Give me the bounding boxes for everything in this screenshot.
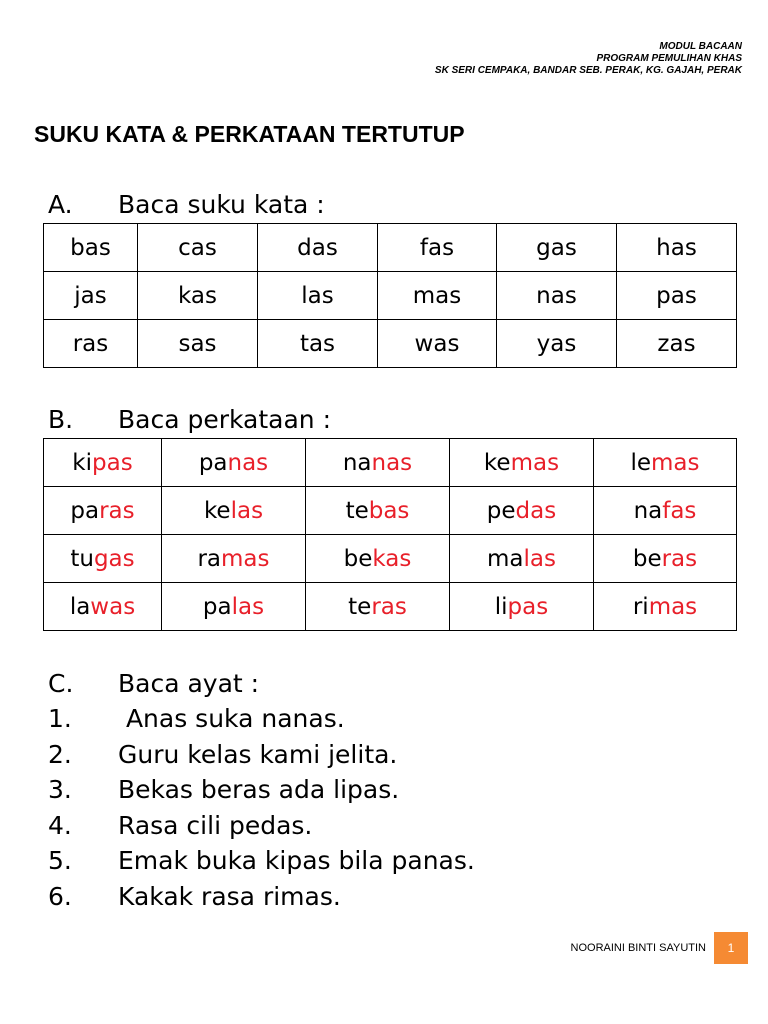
word-cell — [44, 583, 162, 631]
word-cell — [594, 487, 737, 535]
sentence-item — [48, 843, 475, 879]
word-row — [44, 487, 737, 535]
syllable-cell: sas — [138, 320, 258, 368]
word-prefix: ri — [632, 593, 649, 620]
syllable-cell: bas — [44, 224, 138, 272]
document-header — [435, 41, 742, 77]
header-line-program: PROGRAM PEMULIHAN KHAS — [596, 53, 742, 64]
sentence-item — [48, 737, 475, 773]
section-b-label: B. — [48, 405, 74, 434]
word-row — [44, 535, 737, 583]
sentence-number: 6. — [48, 881, 72, 911]
word-prefix: le — [630, 449, 652, 476]
header-line-school: SK SERI CEMPAKA, BANDAR SEB. PERAK, KG. GAJAH, PERAK — [434, 65, 742, 76]
word-prefix: ra — [197, 545, 222, 572]
sentence-text: Bekas beras ada lipas. — [118, 775, 400, 804]
word-prefix: be — [632, 545, 662, 572]
word-closed-syllable: kas — [372, 545, 412, 572]
sentence-text: Anas suka nanas. — [118, 704, 345, 733]
word-cell — [44, 487, 162, 535]
word-closed-syllable: mas — [510, 449, 560, 476]
word-cell — [450, 535, 594, 583]
word-closed-syllable: las — [231, 593, 265, 620]
word-cell — [306, 535, 450, 583]
word-prefix: li — [494, 593, 508, 620]
syllable-cell: zas — [617, 320, 737, 368]
page-number-badge: 1 — [714, 932, 748, 964]
word-closed-syllable: bas — [368, 497, 410, 524]
footer-author: NOORAINI BINTI SAYUTIN — [570, 942, 706, 954]
word-closed-syllable: gas — [93, 545, 135, 572]
syllable-cell: das — [258, 224, 378, 272]
section-a-heading — [48, 189, 325, 221]
word-closed-syllable: ras — [371, 593, 407, 620]
word-prefix: na — [633, 497, 663, 524]
sentence-number: 3. — [48, 775, 72, 804]
syllable-cell: las — [258, 272, 378, 320]
word-prefix: te — [345, 497, 369, 524]
syllable-cell: mas — [378, 272, 497, 320]
word-prefix: pa — [198, 449, 228, 476]
header-line-module: MODUL BACAAN — [659, 41, 742, 52]
section-c-heading — [48, 668, 259, 700]
sentence-text: Kakak rasa rimas. — [118, 881, 341, 911]
word-row — [44, 583, 737, 631]
sentence-item — [48, 879, 475, 915]
word-cell — [450, 487, 594, 535]
syllable-table — [43, 223, 737, 368]
section-b-title: Baca perkataan : — [118, 405, 332, 434]
syllable-row — [44, 224, 737, 272]
word-prefix: be — [343, 545, 373, 572]
syllable-row — [44, 272, 737, 320]
word-closed-syllable: nas — [227, 449, 269, 476]
word-cell — [162, 487, 306, 535]
word-cell — [306, 583, 450, 631]
word-prefix: ke — [203, 497, 231, 524]
word-cell — [594, 535, 737, 583]
word-cell — [162, 439, 306, 487]
sentence-item — [48, 808, 475, 844]
word-closed-syllable: las — [230, 497, 264, 524]
word-prefix: te — [348, 593, 372, 620]
word-cell — [450, 583, 594, 631]
word-closed-syllable: ras — [661, 545, 698, 572]
sentence-number: 1. — [48, 704, 72, 733]
word-cell — [44, 439, 162, 487]
word-prefix: ma — [487, 545, 524, 572]
word-closed-syllable: ras — [99, 497, 135, 524]
word-prefix: pa — [202, 593, 232, 620]
word-closed-syllable: fas — [662, 497, 697, 524]
section-c-label: C. — [48, 669, 74, 698]
word-cell — [162, 535, 306, 583]
sentence-item — [48, 701, 475, 737]
word-prefix: pe — [486, 497, 516, 524]
word-closed-syllable: pas — [507, 593, 549, 620]
sentence-number: 5. — [48, 846, 72, 875]
section-c-title: Baca ayat : — [118, 669, 260, 698]
syllable-cell: has — [617, 224, 737, 272]
word-cell — [450, 439, 594, 487]
word-closed-syllable: mas — [221, 545, 270, 572]
page-title: SUKU KATA & PERKATAAN TERTUTUP — [34, 121, 465, 147]
word-prefix: la — [69, 593, 91, 620]
sentence-item — [48, 772, 475, 808]
word-cell — [162, 583, 306, 631]
word-cell — [306, 439, 450, 487]
syllable-cell: kas — [138, 272, 258, 320]
word-cell — [44, 535, 162, 583]
section-a-title: Baca suku kata : — [118, 190, 325, 219]
syllable-cell: tas — [258, 320, 378, 368]
sentence-number: 4. — [48, 810, 72, 840]
sentence-text: Rasa cili pedas. — [118, 810, 313, 840]
word-prefix: ke — [483, 449, 511, 476]
word-cell — [594, 583, 737, 631]
sentence-number: 2. — [48, 739, 72, 769]
syllable-cell: yas — [497, 320, 617, 368]
syllable-cell: nas — [497, 272, 617, 320]
syllable-cell: fas — [378, 224, 497, 272]
section-a-label: A. — [48, 190, 73, 219]
word-closed-syllable: was — [90, 593, 136, 620]
word-closed-syllable: mas — [648, 593, 698, 620]
sentence-text: Guru kelas kami jelita. — [118, 739, 398, 769]
section-b-heading — [48, 404, 331, 436]
sentence-text: Emak buka kipas bila panas. — [118, 846, 475, 875]
sentence-list — [48, 701, 475, 914]
word-table — [43, 438, 737, 631]
syllable-cell: jas — [44, 272, 138, 320]
syllable-row — [44, 320, 737, 368]
syllable-cell: cas — [138, 224, 258, 272]
syllable-cell: was — [378, 320, 497, 368]
syllable-cell: gas — [497, 224, 617, 272]
word-row — [44, 439, 737, 487]
syllable-cell: ras — [44, 320, 138, 368]
word-closed-syllable: das — [515, 497, 557, 524]
word-closed-syllable: las — [523, 545, 556, 572]
word-closed-syllable: nas — [371, 449, 413, 476]
word-prefix: tu — [70, 545, 94, 572]
word-prefix: na — [342, 449, 372, 476]
syllable-cell: pas — [617, 272, 737, 320]
word-cell — [594, 439, 737, 487]
word-cell — [306, 487, 450, 535]
word-closed-syllable: mas — [651, 449, 700, 476]
word-prefix: pa — [70, 497, 100, 524]
word-closed-syllable: pas — [92, 449, 133, 476]
word-prefix: ki — [72, 449, 93, 476]
